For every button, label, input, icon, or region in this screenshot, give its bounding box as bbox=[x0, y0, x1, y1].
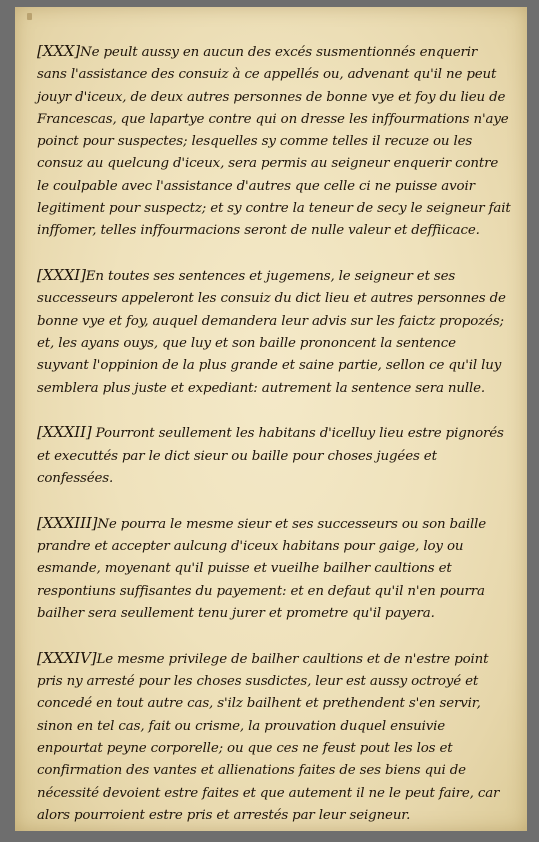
article-text: Ne pourra le mesme sieur et ses successeurs ou son baille prandre et accepter aulcung d'iceux habitans pour gaige, loy ou esmande, moyenant qu'il puisse et vueilhe bailher caultions et respontiuns suffisantes du payement: et en defaut qu'il n'en pourra bailher sera seullement tenu jurer et prometre qu'il payera. bbox=[37, 516, 486, 622]
article-text: Ne peult aussy en aucun des excés susmentionnés enquerir sans l'assistance des consuiz à ce appellés ou, advenant qu'il ne peut jouyr d'iceux, de deux autres personnes de bonne vye et foy du lieu de Francescas, que lapartye contre qui on dresse les inffourmations n'aye poinct pour suspectes; lesquelles sy comme telles il recuze ou les consuz au quelcung d'iceux, sera permis au seigneur enquerir contre le coulpable avec l'assistance d'autres que celle ci ne puisse avoir legitiment pour suspectz; et sy contre la teneur de secy le seigneur fait inffomer, telles inffourmacions seront de nulle valeur et deffiicace. bbox=[37, 45, 511, 239]
parchment-page bbox=[15, 7, 527, 831]
article-number: [XXXII] bbox=[37, 423, 92, 442]
article-number: [XXXI] bbox=[37, 266, 86, 285]
article-32 bbox=[37, 421, 511, 490]
article-text: Le mesme privilege de bailher caultions et de n'estre point pris ny arresté pour les choses susdictes, leur est aussy octroyé et concedé en tout autre cas, s'ilz bailhent et prethendent s'en servir, sinon en tel cas, fait ou crisme, la prouvation duquel ensuivie enpourtat peyne corporelle; ou que ces ne feust pout les los et confirmation des vantes et allienations faites de ses biens qui de nécessité devoient estre faites et que autement il ne le peut faire, car alors pourroient estre pris et arrestés par leur seigneur. bbox=[37, 651, 500, 823]
article-text: En toutes ses sentences et jugemens, le seigneur et ses successeurs appeleront les consuiz du dict lieu et autres personnes de bonne vye et foy, auquel demandera leur advis sur les faictz propozés; et, les ayans ouys, que luy et son baille prononcent la sentence suyvant l'oppinion de la plus grande et saine partie, sellon ce qu'il luy semblera plus juste et expediant: autrement la sentence sera nulle. bbox=[37, 269, 506, 396]
article-text: Pourront seullement les habitans d'icelluy lieu estre pignorés et executtés par le dict sieur ou baille pour choses jugées et confessées. bbox=[37, 426, 504, 487]
article-31 bbox=[37, 264, 511, 400]
article-34 bbox=[37, 647, 511, 827]
article-number: [XXX] bbox=[37, 42, 80, 60]
article-number: [XXXIII] bbox=[37, 513, 98, 532]
article-number: [XXXIV] bbox=[37, 648, 97, 667]
page-corner-mark bbox=[27, 13, 32, 20]
article-30 bbox=[37, 40, 511, 243]
article-33 bbox=[37, 512, 511, 625]
